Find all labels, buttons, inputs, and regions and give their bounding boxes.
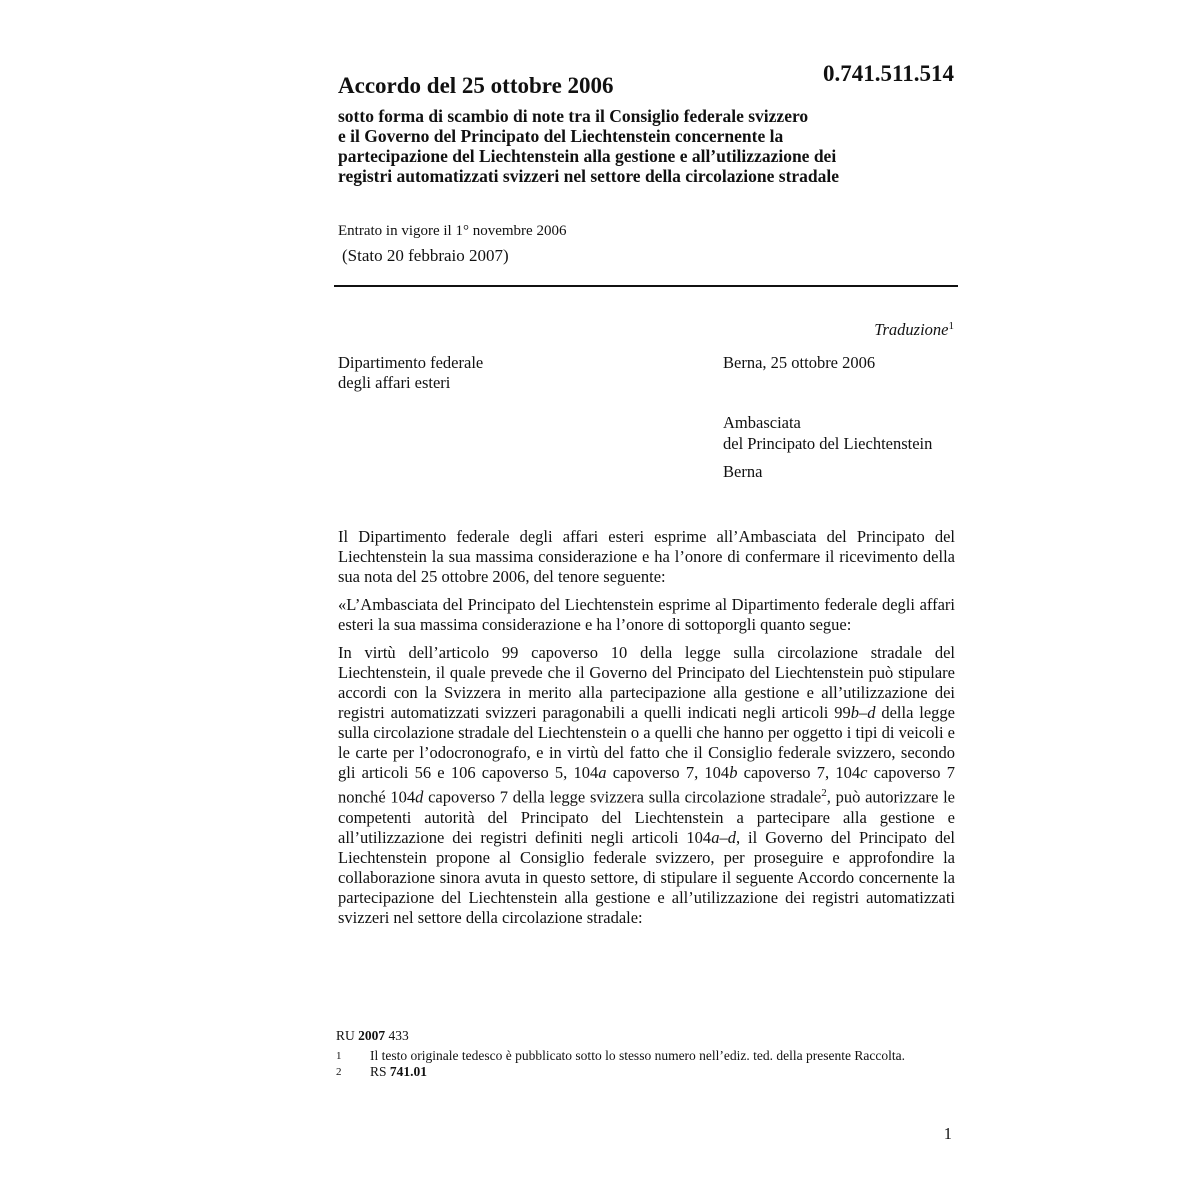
footnote-2 [336, 1064, 956, 1080]
footnote-ref-1[interactable]: 1 [948, 320, 954, 332]
page-footer [336, 1028, 956, 1080]
document-title: Accordo del 25 ottobre 2006 [338, 73, 614, 98]
italic-run: b–d [850, 703, 876, 722]
document-subtitle [338, 106, 938, 186]
sender-line: degli affari esteri [338, 373, 451, 392]
italic-run: a [598, 763, 607, 782]
footnote-ref-link[interactable]: 741.01 [389, 1064, 428, 1079]
translation-text: Traduzione [874, 320, 949, 339]
body-paragraph-1: Il Dipartimento federale degli affari esteri esprime all’Ambasciata del Principato del Liechtenstein la sua massima considerazione e ha l’onore di confermare il ricevimento della sua nota del 25 ottobre 2006, del tenore seguente: [338, 527, 955, 586]
sender-line: Dipartimento federale [338, 353, 484, 372]
sr-number: 0.741.511.514 [823, 61, 954, 86]
footnote-text [370, 1064, 956, 1080]
text-run: , può autorizzare le competenti autorità del Principato del Liechtenstein a partecipare alla gestione e all’utilizzazione dei registri definiti negli articoli 104 [338, 787, 955, 847]
footnote-1 [336, 1048, 956, 1064]
ru-prefix: RU [336, 1028, 355, 1043]
subtitle-line: sotto forma di scambio di note tra il Consiglio federale svizzero [338, 106, 809, 126]
italic-run: c [860, 763, 868, 782]
body-paragraph-2: «L’Ambasciata del Principato del Liechtenstein esprime al Dipartimento federale degli affari esteri la sua massima considerazione e ha l’onore di sottoporgli quanto segue: [338, 595, 955, 634]
in-force-date: Entrato in vigore il 1° novembre 2006 [338, 223, 567, 239]
text-run: In virtù dell’articolo 99 capoverso 10 della legge sulla circolazione stradale del Liechtenstein, il quale prevede che il Governo del Principato del Liechtenstein può stipulare accordi con la Svizzera in merito alla partecipazione alla gestione e all’utilizzazione dei registri automatizzati svizzeri paragonabili a quelli indicati negli articoli 99 [338, 643, 955, 722]
sender-block [338, 353, 483, 393]
status-date: (Stato 20 febbraio 2007) [342, 246, 509, 265]
footnote-number: 2 [336, 1066, 342, 1078]
recipient-city: Berna [723, 462, 763, 481]
subtitle-line: partecipazione del Liechtenstein alla gestione e all’utilizzazione dei [338, 146, 837, 166]
text-run: della legge sulla circolazione stradale del Liechtenstein o a quelli che hanno per oggetto i tipi di veicoli e le carte per l’odocronografo, e in virtù del fatto che il Consiglio federale svizzero, secondo gli articoli 56 e 106 capoverso 5, 104 [338, 703, 955, 782]
text-run: capoverso 7 della legge svizzera sulla circolazione stradale [423, 787, 822, 807]
translation-label [874, 316, 954, 340]
text-run: capoverso 7, 104 [606, 763, 730, 782]
recipient-block [723, 413, 932, 483]
italic-run: d [415, 787, 424, 807]
ru-reference [336, 1028, 956, 1044]
recipient-line: Ambasciata [723, 413, 801, 432]
header-divider [334, 285, 958, 287]
recipient-line: del Principato del Liechtenstein [723, 433, 933, 453]
italic-run: a–d [711, 827, 736, 847]
footnote-ref-2[interactable]: 2 [821, 787, 827, 799]
place-date: Berna, 25 ottobre 2006 [723, 353, 876, 372]
text-run: capoverso 7 nonché 104 [338, 763, 956, 807]
footnote-number: 1 [336, 1050, 342, 1062]
text-run: , il Governo del Principato del Liechtenstein propone al Consiglio federale svizzero, per proseguire e approfondire la collaborazione sinora avuta in questo settore, di stipulare il seguente Accordo concernente la partecipazione del Liechtenstein alla gestione e all’utilizzazione dei registri automatizzati svizzeri nel settore della circolazione stradale: [338, 827, 956, 927]
text-run: capoverso 7, 104 [737, 763, 861, 782]
italic-run: b [729, 763, 738, 782]
body-paragraph-3 [338, 643, 955, 928]
ru-page: 433 [388, 1028, 409, 1043]
subtitle-line: e il Governo del Principato del Liechtenstein concernente la [338, 126, 784, 146]
page-number: 1 [943, 1124, 952, 1143]
subtitle-line: registri automatizzati svizzeri nel settore della circolazione stradale [338, 166, 840, 186]
letter-body [338, 527, 955, 936]
footnote-text: Il testo originale tedesco è pubblicato sotto lo stesso numero nell’ediz. ted. della presente Raccolta. [370, 1048, 905, 1063]
ru-year: 2007 [358, 1028, 386, 1043]
footnote-prefix: RS [370, 1064, 387, 1079]
